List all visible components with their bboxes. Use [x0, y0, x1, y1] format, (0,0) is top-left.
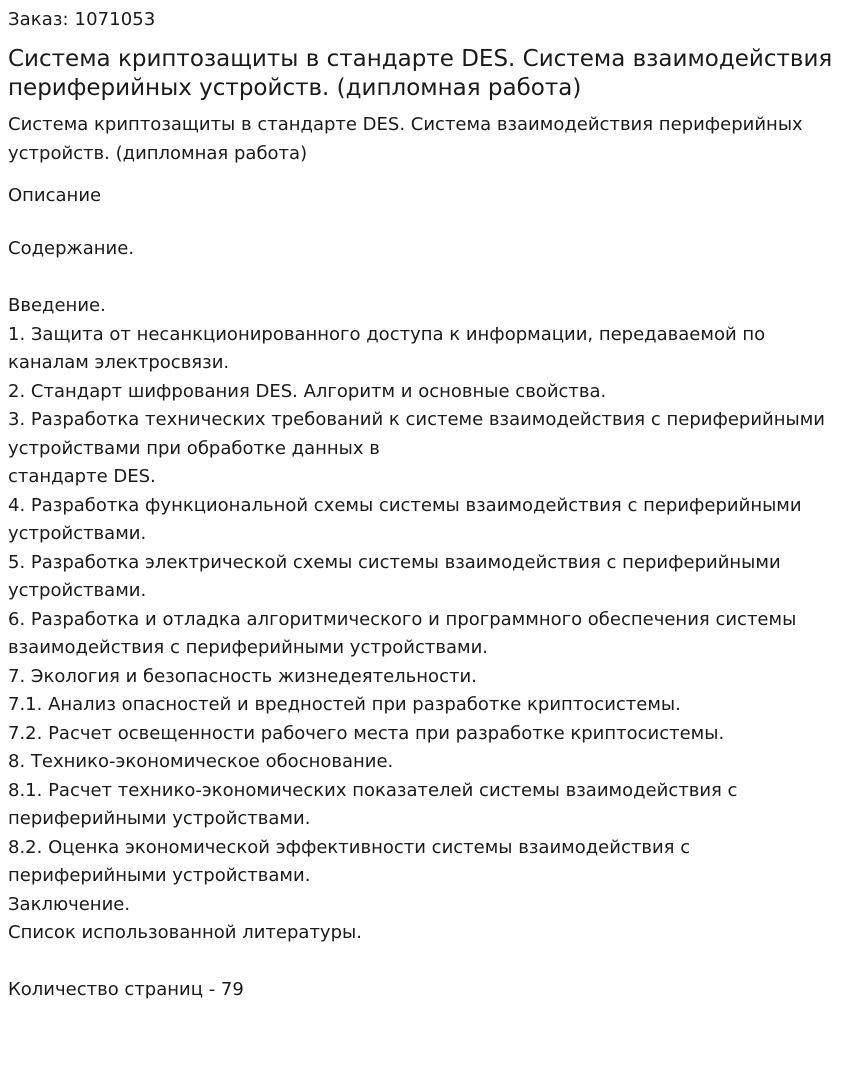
contents-item: 2. Стандарт шифрования DES. Алгоритм и основные свойства. [8, 380, 607, 402]
contents-item: 8.1. Расчет технико-экономических показателей системы взаимодействия с периферийными устройствами. [8, 779, 738, 829]
contents-item: 1. Защита от несанкционированного доступа к информации, передаваемой по каналам электросвязи. [8, 323, 766, 373]
page-subtitle: Система криптозащиты в стандарте DES. Система взаимодействия периферийных устройств. (дипломная работа) [8, 114, 803, 164]
blank-line [8, 948, 839, 977]
contents-item: Список использованной литературы. [8, 922, 362, 943]
description-label: Описание [8, 185, 102, 206]
contents-item: 4. Разработка функциональной схемы системы взаимодействия с периферийными устройствами. [8, 494, 802, 544]
contents-item: Введение. [8, 295, 106, 316]
contents-item: 8. Технико-экономическое обоснование. [8, 751, 394, 772]
order-number: Заказ: 1071053 [8, 9, 156, 30]
contents-item: 6. Разработка и отладка алгоритмического и программного обеспечения системы взаимодействия с периферийными устройствами. [8, 608, 797, 658]
contents-section [8, 235, 839, 1005]
pages-count: Количество страниц - 79 [8, 979, 244, 1000]
page-title: Система криптозащиты в стандарте DES. Система взаимодействия периферийных устройств. (дипломная работа) [8, 46, 833, 101]
contents-item: 7.2. Расчет освещенности рабочего места при разработке криптосистемы. [8, 722, 725, 744]
contents-item: 7. Экология и безопасность жизнедеятельности. [8, 665, 477, 687]
contents-item: Заключение. [8, 893, 131, 915]
blank-line [8, 264, 839, 293]
contents-heading: Содержание. [8, 238, 135, 259]
contents-item: стандарте DES. [8, 466, 156, 487]
contents-item: 3. Разработка технических требований к системе взаимодействия с периферийными устройствами при обработке данных в [8, 409, 825, 459]
contents-item: 7.1. Анализ опасностей и вредностей при разработке криптосистемы. [8, 694, 681, 715]
contents-item: 8.2. Оценка экономической эффективности системы взаимодействия с периферийными устройствами. [8, 836, 691, 886]
contents-item: 5. Разработка электрической схемы системы взаимодействия с периферийными устройствами. [8, 551, 781, 601]
